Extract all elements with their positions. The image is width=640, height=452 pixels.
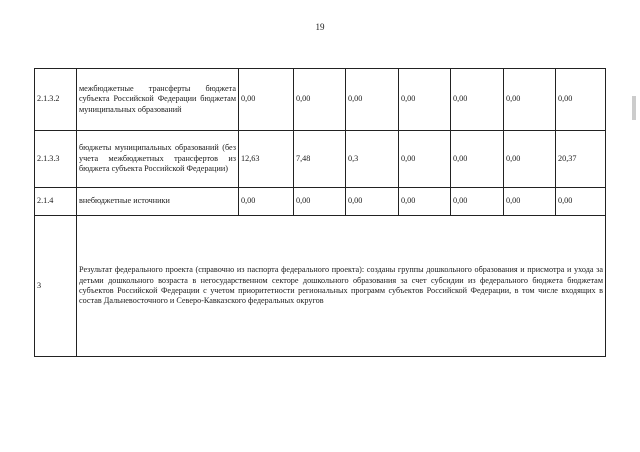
value-cell: 0,00	[294, 188, 346, 216]
value-cell: 0,00	[451, 131, 504, 188]
budget-table	[34, 68, 606, 357]
value-cell: 0,00	[346, 69, 399, 131]
value-cell: 12,63	[239, 131, 294, 188]
row-description: внебюджетные источники	[77, 188, 239, 216]
table-row	[35, 69, 606, 131]
value-cell: 0,00	[556, 69, 606, 131]
value-cell: 0,00	[556, 188, 606, 216]
value-cell: 0,00	[504, 131, 556, 188]
value-cell: 0,00	[399, 69, 451, 131]
table-row	[35, 188, 606, 216]
value-cell: 0,00	[399, 188, 451, 216]
value-cell: 0,00	[346, 188, 399, 216]
value-cell: 0,00	[239, 188, 294, 216]
row-number: 3	[35, 216, 77, 357]
value-cell: 0,00	[239, 69, 294, 131]
row-description: межбюджетные трансферты бюджета субъекта Российской Федерации бюджетам муниципальных образований	[77, 69, 239, 131]
scan-margin-mark	[632, 96, 636, 120]
row-description: бюджеты муниципальных образований (без учета межбюджетных трансфертов из бюджета субъекта Российской Федерации)	[77, 131, 239, 188]
value-cell: 0,00	[451, 188, 504, 216]
value-cell: 0,00	[451, 69, 504, 131]
value-cell: 20,37	[556, 131, 606, 188]
federal-project-result: Результат федерального проекта (справочно из паспорта федерального проекта): созданы группы дошкольного образования и присмотра и ухода за детьми дошкольного возраста в негосударственном секторе дошкольного образования за счет субсидии из федерального бюджета бюджетам субъектов Российской Федерации с учетом приоритетности региональных программ субъектов Российской Федерации, в том числе входящих в состав Дальневосточного и Северо-Кавказского федеральных округов	[77, 216, 606, 357]
row-number: 2.1.4	[35, 188, 77, 216]
row-number: 2.1.3.3	[35, 131, 77, 188]
table-row	[35, 131, 606, 188]
value-cell: 0,00	[504, 69, 556, 131]
value-cell: 7,48	[294, 131, 346, 188]
value-cell: 0,3	[346, 131, 399, 188]
row-number: 2.1.3.2	[35, 69, 77, 131]
value-cell: 0,00	[399, 131, 451, 188]
value-cell: 0,00	[504, 188, 556, 216]
page-number: 19	[315, 22, 325, 32]
table-row-result	[35, 216, 606, 357]
value-cell: 0,00	[294, 69, 346, 131]
